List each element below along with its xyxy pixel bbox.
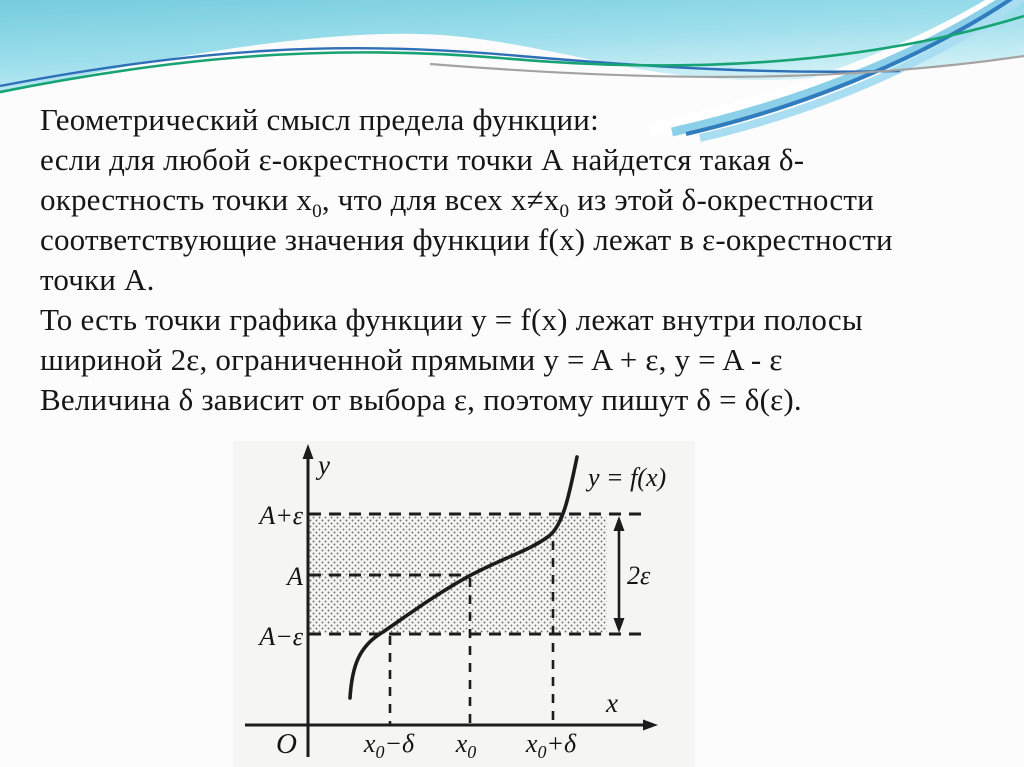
text-fragment: из этой δ-окрестности [569, 182, 874, 217]
subscript-zero: 0 [559, 201, 570, 223]
label-A-minus-eps: A−ε [259, 622, 303, 651]
label-2eps: 2ε [627, 561, 651, 590]
text-fragment: −δ [384, 729, 415, 758]
limit-diagram-svg [233, 441, 695, 767]
subscript-zero: 0 [312, 201, 322, 223]
body-line-4: соответствующие значения функции f(x) лежат в ε-окрестности [40, 222, 893, 257]
body-line-5: точки А. [40, 262, 155, 297]
limit-diagram [233, 441, 695, 767]
label-A-plus-eps: A+ε [259, 501, 303, 530]
curve-label: y = f(x) [588, 463, 667, 492]
subscript-zero: 0 [375, 742, 385, 762]
text-fragment: x [363, 729, 376, 758]
text-fragment: +δ [546, 729, 577, 758]
tick-x0-plus-delta [525, 729, 577, 762]
body-line-3 [40, 180, 1010, 223]
subscript-zero: 0 [467, 742, 477, 762]
origin-label: O [276, 728, 297, 760]
text-fragment: , что для всех x≠x [321, 182, 560, 217]
tick-x0-minus-delta [363, 729, 415, 762]
body-line-2: если для любой ε-окрестности точки А найдется такая δ- [40, 142, 805, 177]
y-axis-label: y [318, 450, 330, 480]
text-fragment: x [455, 729, 468, 758]
x-axis-label: x [606, 688, 618, 718]
body-line-7: шириной 2ε, ограниченной прямыми y = A + ε, y = A - ε [40, 342, 783, 377]
body-text [40, 100, 1010, 420]
body-line-1: Геометрический смысл предела функции: [40, 102, 599, 137]
subscript-zero: 0 [537, 742, 547, 762]
body-line-8: Величина δ зависит от выбора ε, поэтому пишут δ = δ(ε). [40, 382, 802, 417]
label-A: A [287, 562, 303, 591]
text-fragment: окрестность точки x [40, 182, 313, 217]
body-line-6: То есть точки графика функции y = f(x) лежат внутри полосы [40, 302, 863, 337]
text-fragment: x [525, 729, 538, 758]
